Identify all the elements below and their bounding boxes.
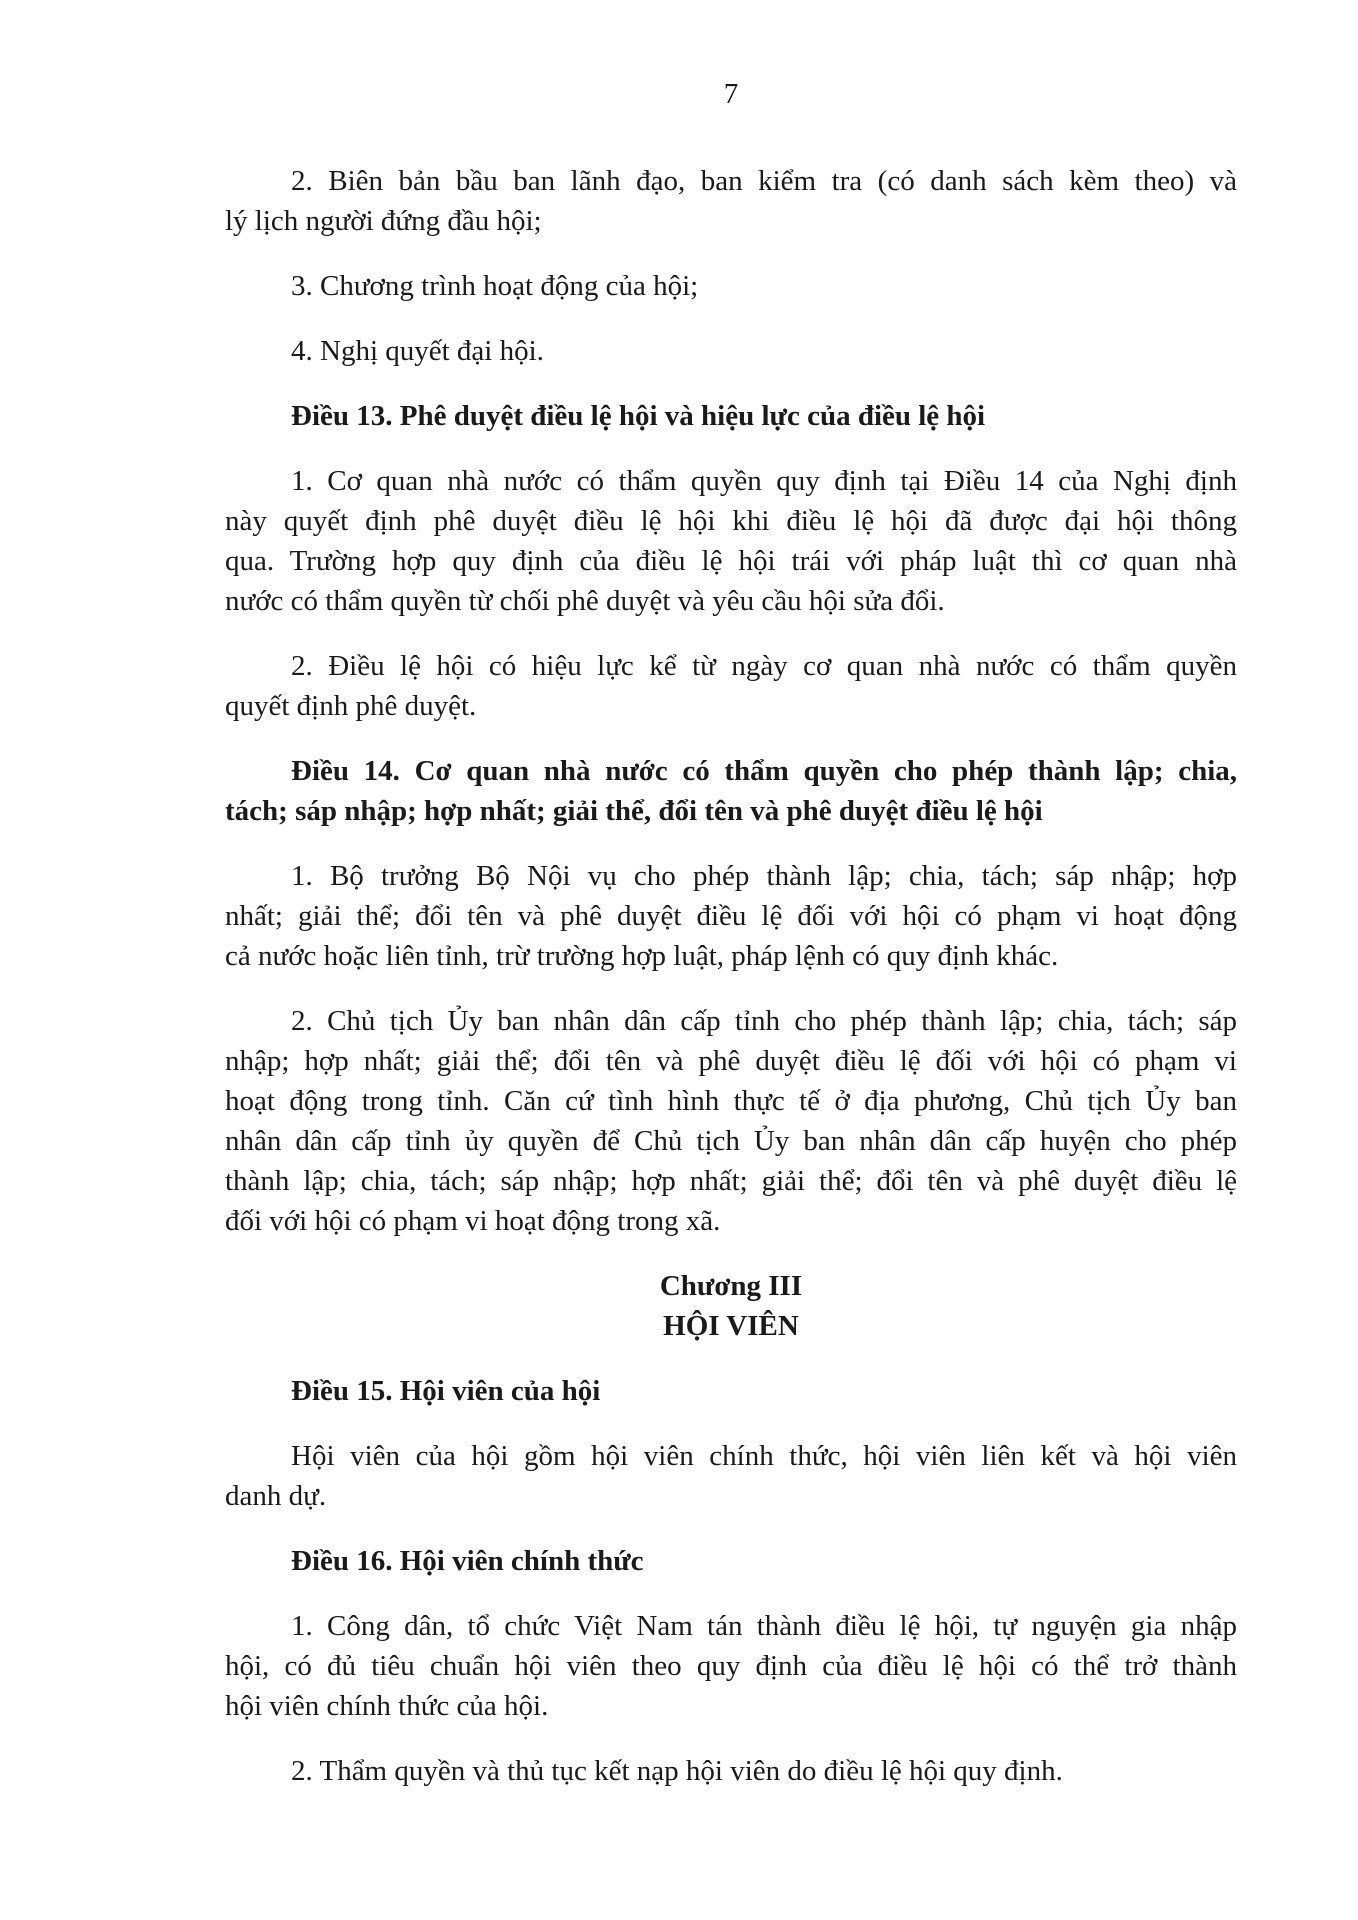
- paragraph: [225, 1436, 1237, 1516]
- text-line: lý lịch người đứng đầu hội;: [225, 205, 542, 237]
- article-heading: [225, 396, 1237, 436]
- paragraph: [225, 1606, 1237, 1726]
- text-line: 1. Cơ quan nhà nước có thẩm quyền quy định tại Điều 14 của Nghị định: [291, 465, 1237, 497]
- text-line: 1. Công dân, tổ chức Việt Nam tán thành điều lệ hội, tự nguyện gia nhập: [291, 1610, 1237, 1642]
- text-line: 2. Điều lệ hội có hiệu lực kể từ ngày cơ quan nhà nước có thẩm quyền: [291, 650, 1237, 682]
- text-line: 4. Nghị quyết đại hội.: [291, 335, 544, 367]
- paragraph: [225, 266, 1237, 306]
- text-line: thành lập; chia, tách; sáp nhập; hợp nhất; giải thể; đổi tên và phê duyệt điều lệ: [225, 1165, 1237, 1197]
- page-number: 7: [723, 78, 739, 110]
- text-line: Điều 13. Phê duyệt điều lệ hội và hiệu lực của điều lệ hội: [291, 400, 986, 432]
- text-line: này quyết định phê duyệt điều lệ hội khi điều lệ hội đã được đại hội thông: [225, 505, 1237, 537]
- text-line: Điều 14. Cơ quan nhà nước có thẩm quyền cho phép thành lập; chia,: [291, 755, 1237, 787]
- paragraph: [225, 331, 1237, 371]
- paragraph: [225, 856, 1237, 976]
- paragraph: [225, 461, 1237, 621]
- text-line: nhất; giải thể; đổi tên và phê duyệt điều lệ đối với hội có phạm vi hoạt động: [225, 900, 1237, 932]
- text-line: nước có thẩm quyền từ chối phê duyệt và yêu cầu hội sửa đổi.: [225, 585, 945, 617]
- text-line: đối với hội có phạm vi hoạt động trong xã.: [225, 1205, 721, 1237]
- text-line: tách; sáp nhập; hợp nhất; giải thể, đổi tên và phê duyệt điều lệ hội: [225, 795, 1043, 827]
- text-line: 2. Thẩm quyền và thủ tục kết nạp hội viên do điều lệ hội quy định.: [291, 1755, 1063, 1787]
- text-line: 2. Biên bản bầu ban lãnh đạo, ban kiểm tra (có danh sách kèm theo) và: [291, 165, 1237, 197]
- text-line: hoạt động trong tỉnh. Căn cứ tình hình thực tế ở địa phương, Chủ tịch Ủy ban: [225, 1085, 1237, 1117]
- text-line: quyết định phê duyệt.: [225, 690, 477, 722]
- text-line: HỘI VIÊN: [663, 1310, 799, 1342]
- text-line: qua. Trường hợp quy định của điều lệ hội trái với pháp luật thì cơ quan nhà: [225, 545, 1237, 577]
- text-block: [225, 0, 1237, 1816]
- text-line: nhập; hợp nhất; giải thể; đổi tên và phê duyệt điều lệ đối với hội có phạm vi: [225, 1045, 1237, 1077]
- text-line: danh dự.: [225, 1480, 327, 1512]
- text-line: cả nước hoặc liên tỉnh, trừ trường hợp luật, pháp lệnh có quy định khác.: [225, 940, 1059, 972]
- text-line: 1. Bộ trưởng Bộ Nội vụ cho phép thành lập; chia, tách; sáp nhập; hợp: [291, 860, 1237, 892]
- text-line: Hội viên của hội gồm hội viên chính thức, hội viên liên kết và hội viên: [291, 1440, 1237, 1472]
- text-line: 3. Chương trình hoạt động của hội;: [291, 270, 699, 302]
- paragraph: [225, 161, 1237, 241]
- paragraph: [225, 1001, 1237, 1241]
- text-line: nhân dân cấp tỉnh ủy quyền để Chủ tịch Ủy ban nhân dân cấp huyện cho phép: [225, 1125, 1237, 1157]
- text-line: Điều 15. Hội viên của hội: [291, 1375, 601, 1407]
- paragraph: [225, 1751, 1237, 1791]
- document-blocks: [225, 161, 1237, 1791]
- article-heading: [225, 1371, 1237, 1411]
- article-heading: [225, 751, 1237, 831]
- text-line: Điều 16. Hội viên chính thức: [291, 1545, 644, 1577]
- text-line: hội, có đủ tiêu chuẩn hội viên theo quy định của điều lệ hội có thể trở thành: [225, 1650, 1237, 1682]
- text-line: 2. Chủ tịch Ủy ban nhân dân cấp tỉnh cho phép thành lập; chia, tách; sáp: [291, 1005, 1237, 1037]
- text-line: Chương III: [659, 1270, 803, 1302]
- article-heading: [225, 1541, 1237, 1581]
- paragraph: [225, 646, 1237, 726]
- text-line: hội viên chính thức của hội.: [225, 1690, 549, 1722]
- chapter-title: [225, 1266, 1237, 1346]
